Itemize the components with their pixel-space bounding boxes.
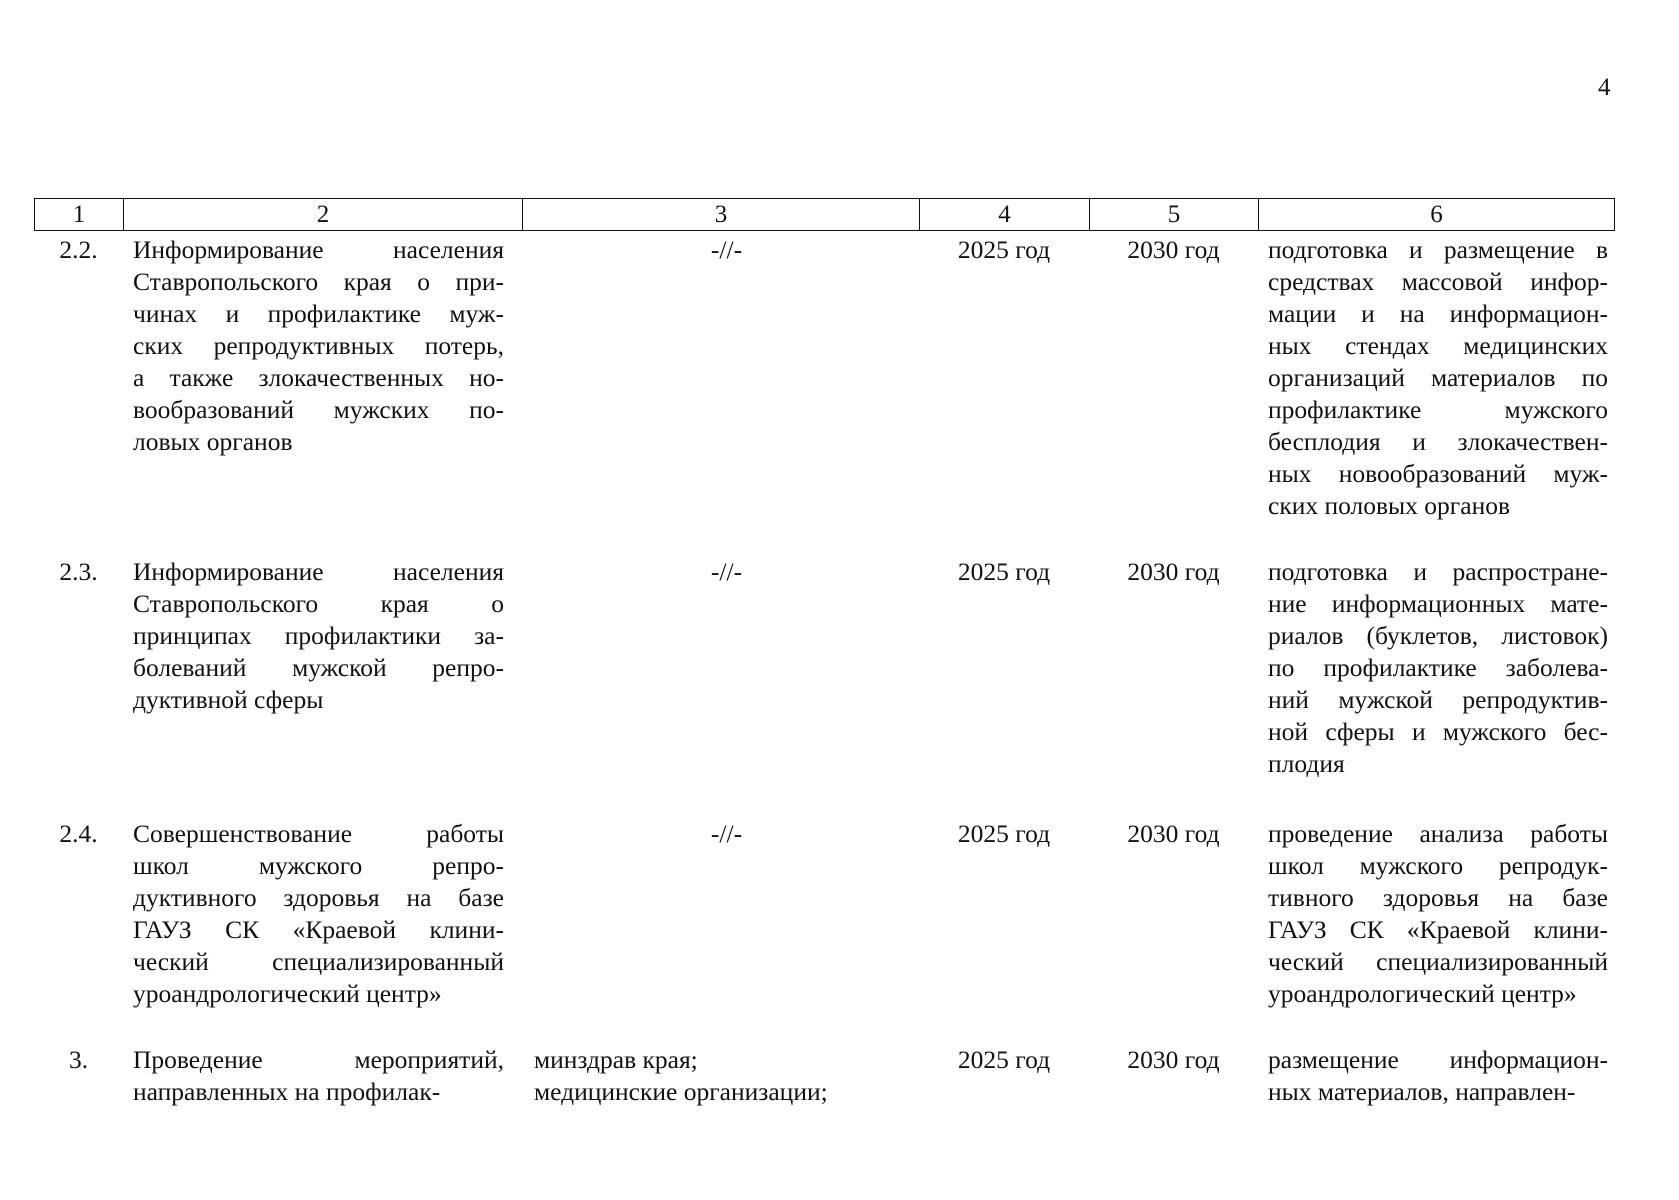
result-line: ний мужской репродуктив- xyxy=(1268,685,1608,714)
activity-name-line: направленных на профилак- xyxy=(133,1077,441,1106)
result-line: ГАУЗ СК «Краевой клини- xyxy=(1268,915,1608,944)
result-line: школ мужского репродук- xyxy=(1268,851,1608,880)
row-expected-result xyxy=(1258,818,1614,1044)
activity-name-line: школ мужского репро- xyxy=(133,851,504,880)
activity-name-line: ских репродуктивных потерь, xyxy=(133,331,504,360)
row-executor xyxy=(522,818,919,1044)
result-line: проведение анализа работы xyxy=(1268,819,1608,848)
row-number: 2.4. xyxy=(59,819,98,848)
result-line: плодия xyxy=(1268,749,1345,778)
result-line: бесплодия и злокачествен- xyxy=(1268,427,1608,456)
row-executor xyxy=(522,556,919,818)
row-end-date: 2030 год xyxy=(1127,1045,1220,1074)
activity-name-line: Проведение мероприятий, xyxy=(133,1045,504,1074)
activity-name-line: Ставропольского края о при- xyxy=(133,267,504,296)
table-body xyxy=(34,234,1614,1124)
row-activity-name xyxy=(123,1044,522,1124)
result-line: уроандрологический центр» xyxy=(1268,979,1577,1008)
activity-name-line: ловых органов xyxy=(133,427,293,456)
table-row xyxy=(34,234,1614,556)
row-start-date: 2025 год xyxy=(957,557,1051,586)
activity-name-line: ГАУЗ СК «Краевой клини- xyxy=(133,915,504,944)
row-start-date: 2025 год xyxy=(957,235,1051,264)
result-line: профилактике мужского xyxy=(1268,395,1608,424)
row-start-date: 2025 год xyxy=(957,1045,1051,1074)
activity-name-line: Информирование населения xyxy=(133,557,504,586)
activity-name-line: Ставропольского края о xyxy=(133,589,504,618)
result-line: подготовка и размещение в xyxy=(1268,235,1608,264)
header-col-6: 6 xyxy=(1259,199,1615,231)
header-col-2: 2 xyxy=(124,199,523,231)
activity-name-line: вообразований мужских по- xyxy=(133,395,504,424)
row-number: 3. xyxy=(68,1045,89,1074)
row-activity-name xyxy=(123,556,522,818)
executor-line: -//- xyxy=(710,557,743,586)
activity-name-line: Информирование населения xyxy=(133,235,504,264)
result-line: ных стендах медицинских xyxy=(1268,331,1608,360)
row-start-date: 2025 год xyxy=(957,819,1051,848)
row-activity-name xyxy=(123,234,522,556)
header-col-3: 3 xyxy=(523,199,920,231)
executor-line: -//- xyxy=(710,235,743,264)
row-activity-name xyxy=(123,818,522,1044)
result-line: риалов (буклетов, листовок) xyxy=(1268,621,1608,650)
table-row xyxy=(34,556,1614,818)
result-line: ных материалов, направлен- xyxy=(1268,1077,1576,1106)
activity-name-line: а также злокачественных но- xyxy=(133,363,504,392)
row-expected-result xyxy=(1258,556,1614,818)
row-executor xyxy=(522,234,919,556)
row-executor xyxy=(522,1044,919,1124)
result-line: по профилактике заболева- xyxy=(1268,653,1608,682)
activity-name-line: ческий специализированный xyxy=(133,947,504,976)
page-number: 4 xyxy=(1598,74,1611,101)
result-line: ческий специализированный xyxy=(1268,947,1608,976)
result-line: тивного здоровья на базе xyxy=(1268,883,1608,912)
row-expected-result xyxy=(1258,1044,1614,1124)
header-col-4: 4 xyxy=(920,199,1090,231)
table-row xyxy=(34,818,1614,1044)
row-number: 2.2. xyxy=(59,235,98,264)
activity-name-line: Совершенствование работы xyxy=(133,819,504,848)
result-line: ной сферы и мужского бес- xyxy=(1268,717,1608,746)
activity-name-line: уроандрологический центр» xyxy=(133,979,442,1008)
row-number: 2.3. xyxy=(59,557,98,586)
result-line: подготовка и распростране- xyxy=(1268,557,1608,586)
result-line: средствах массовой инфор- xyxy=(1268,267,1608,296)
activity-name-line: принципах профилактики за- xyxy=(133,621,504,650)
row-expected-result xyxy=(1258,234,1614,556)
header-col-5: 5 xyxy=(1090,199,1259,231)
result-line: размещение информацион- xyxy=(1268,1045,1608,1074)
header-col-1: 1 xyxy=(35,199,124,231)
table-header xyxy=(34,198,1615,231)
result-line: ных новообразований муж- xyxy=(1268,459,1608,488)
result-line: ние информационных мате- xyxy=(1268,589,1608,618)
table-row xyxy=(34,1044,1614,1124)
executor-line: медицинские организации; xyxy=(534,1077,828,1106)
activity-name-line: дуктивного здоровья на базе xyxy=(133,883,504,912)
row-end-date: 2030 год xyxy=(1127,235,1220,264)
row-end-date: 2030 год xyxy=(1127,819,1220,848)
activity-name-line: болеваний мужской репро- xyxy=(133,653,504,682)
executor-line: -//- xyxy=(710,819,743,848)
activity-name-line: дуктивной сферы xyxy=(133,685,324,714)
executor-line: минздрав края; xyxy=(534,1045,698,1074)
result-line: организаций материалов по xyxy=(1268,363,1608,392)
result-line: мации и на информацион- xyxy=(1268,299,1608,328)
activity-name-line: чинах и профилактике муж- xyxy=(133,299,504,328)
row-end-date: 2030 год xyxy=(1127,557,1220,586)
result-line: ских половых органов xyxy=(1268,491,1511,520)
